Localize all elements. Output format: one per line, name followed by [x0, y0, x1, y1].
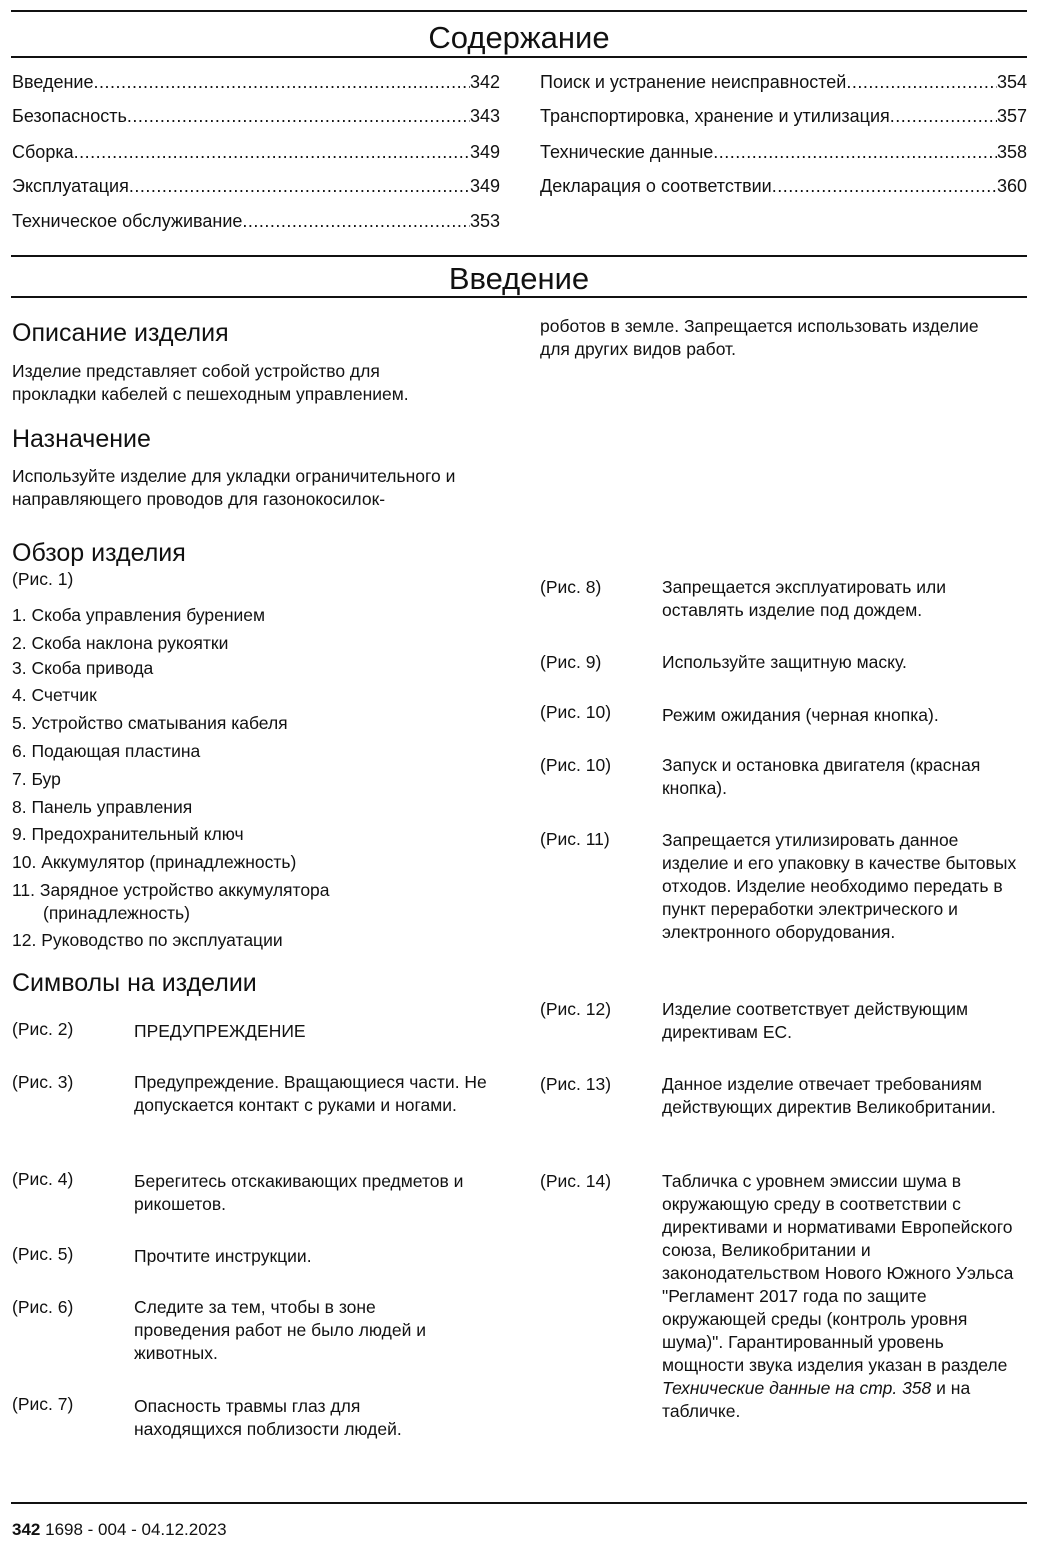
overview-heading: Обзор изделия [12, 539, 186, 567]
symbol-description-noise: Табличка с уровнем эмиссии шума в окружающую среду в соответствии с директивами и нормативами Европейского союза, Великобритании и законодательством Нового Южного Уэльса "Регламент 2017 года по защите окружающей среды (контроль уровня шума)". Гарантированный уровень мощности звука изделия указан в разделе Технические данные на стр. 358 и на табличке. [662, 1171, 1014, 1421]
list-item: 10. Аккумулятор (принадлежность) [12, 852, 297, 872]
symbol-description: Запуск и остановка двигателя (красная кнопка). [662, 755, 981, 798]
footer-rule [11, 1502, 1027, 1504]
toc-entry[interactable]: Введение ..... 342 [12, 69, 500, 95]
page-number: 342 [12, 1520, 41, 1539]
purpose-text-left: Используйте изделие для укладки ограничительного и направляющего проводов для газонокосилок- [12, 466, 456, 509]
toc-entry[interactable]: Безопасность ..... 343 [12, 103, 500, 129]
symbols-heading: Символы на изделии [12, 969, 257, 997]
symbol-figure-ref: (Рис. 10) [540, 702, 612, 722]
section-rule-top [11, 255, 1027, 257]
section-rule-bottom [11, 296, 1027, 298]
list-item: 8. Панель управления [12, 797, 193, 817]
list-item: 1. Скоба управления бурением [12, 605, 266, 625]
symbol-figure-ref: (Рис. 9) [540, 652, 602, 672]
toc-entry[interactable]: Техническое обслуживание ..... 353 [12, 208, 500, 234]
description-heading: Описание изделия [12, 319, 229, 347]
symbol-figure-ref: (Рис. 12) [540, 999, 612, 1019]
technical-data-link[interactable]: Технические данные на стр. 358 [662, 1378, 932, 1398]
symbol-figure-ref: (Рис. 14) [540, 1171, 612, 1191]
symbol-description: Прочтите инструкции. [134, 1246, 312, 1266]
list-item: 12. Руководство по эксплуатации [12, 930, 283, 950]
symbol-figure-ref: (Рис. 2) [12, 1019, 74, 1039]
description-text: Изделие представляет собой устройство для прокладки кабелей с пешеходным управлением. [12, 361, 409, 404]
symbol-figure-ref: (Рис. 7) [12, 1394, 74, 1414]
symbol-description: Опасность травмы глаз для находящихся поблизости людей. [134, 1396, 402, 1439]
list-item: (принадлежность) [43, 903, 190, 923]
symbol-figure-ref: (Рис. 10) [540, 755, 612, 775]
symbol-description: Запрещается эксплуатировать или оставлять изделие под дождем. [662, 577, 947, 620]
symbol-description: Берегитесь отскакивающих предметов и рикошетов. [134, 1171, 464, 1214]
list-item: 11. Зарядное устройство аккумулятора [12, 880, 330, 900]
symbol-description: Предупреждение. Вращающиеся части. Не допускается контакт с руками и ногами. [134, 1072, 487, 1115]
symbol-figure-ref: (Рис. 8) [540, 577, 602, 597]
toc-entry[interactable]: Поиск и устранение неисправностей ..... 354 [540, 69, 1027, 95]
list-item: 2. Скоба наклона рукоятки [12, 633, 229, 653]
list-item: 9. Предохранительный ключ [12, 824, 244, 844]
list-item: 7. Бур [12, 769, 61, 789]
symbol-description: Запрещается утилизировать данное изделие и его упаковку в качестве бытовых отходов. Изделие необходимо передать в пункт переработки электрического и электронного оборудования. [662, 830, 1017, 942]
list-item: 3. Скоба привода [12, 658, 154, 678]
symbol-description: Используйте защитную маску. [662, 652, 907, 672]
purpose-heading: Назначение [12, 425, 151, 453]
symbol-figure-ref: (Рис. 13) [540, 1074, 612, 1094]
doc-code: 1698 - 004 - 04.12.2023 [45, 1520, 227, 1539]
footer [12, 1519, 227, 1541]
top-rule [11, 10, 1027, 12]
toc-entry[interactable]: Технические данные ..... 358 [540, 139, 1027, 165]
symbol-figure-ref: (Рис. 5) [12, 1244, 74, 1264]
toc-title-rule [11, 56, 1027, 58]
toc-entry[interactable]: Сборка ..... 349 [12, 139, 500, 165]
symbol-figure-ref: (Рис. 4) [12, 1169, 74, 1189]
list-item: 6. Подающая пластина [12, 741, 201, 761]
purpose-text-right: роботов в земле. Запрещается использовать изделие для других видов работ. [540, 316, 979, 359]
toc-title: Содержание [428, 20, 610, 55]
section-title: Введение [448, 261, 590, 296]
toc-entry[interactable]: Транспортировка, хранение и утилизация ..... 357 [540, 103, 1027, 129]
symbol-description: Режим ожидания (черная кнопка). [662, 705, 939, 725]
symbol-description: ПРЕДУПРЕЖДЕНИЕ [134, 1021, 306, 1041]
list-item: 4. Счетчик [12, 685, 97, 705]
toc-entry[interactable]: Эксплуатация ..... 349 [12, 173, 500, 199]
list-item: 5. Устройство сматывания кабеля [12, 713, 288, 733]
symbol-figure-ref: (Рис. 11) [540, 829, 610, 849]
symbol-figure-ref: (Рис. 3) [12, 1072, 74, 1092]
overview-figure-ref: (Рис. 1) [12, 569, 74, 589]
symbol-description: Следите за тем, чтобы в зоне проведения работ не было людей и животных. [134, 1297, 426, 1363]
symbol-description: Изделие соответствует действующим директивам ЕС. [662, 999, 969, 1042]
symbol-description: Данное изделие отвечает требованиям действующих директив Великобритании. [662, 1074, 996, 1117]
toc-entry[interactable]: Декларация о соответствии ..... 360 [540, 173, 1027, 199]
symbol-figure-ref: (Рис. 6) [12, 1297, 74, 1317]
